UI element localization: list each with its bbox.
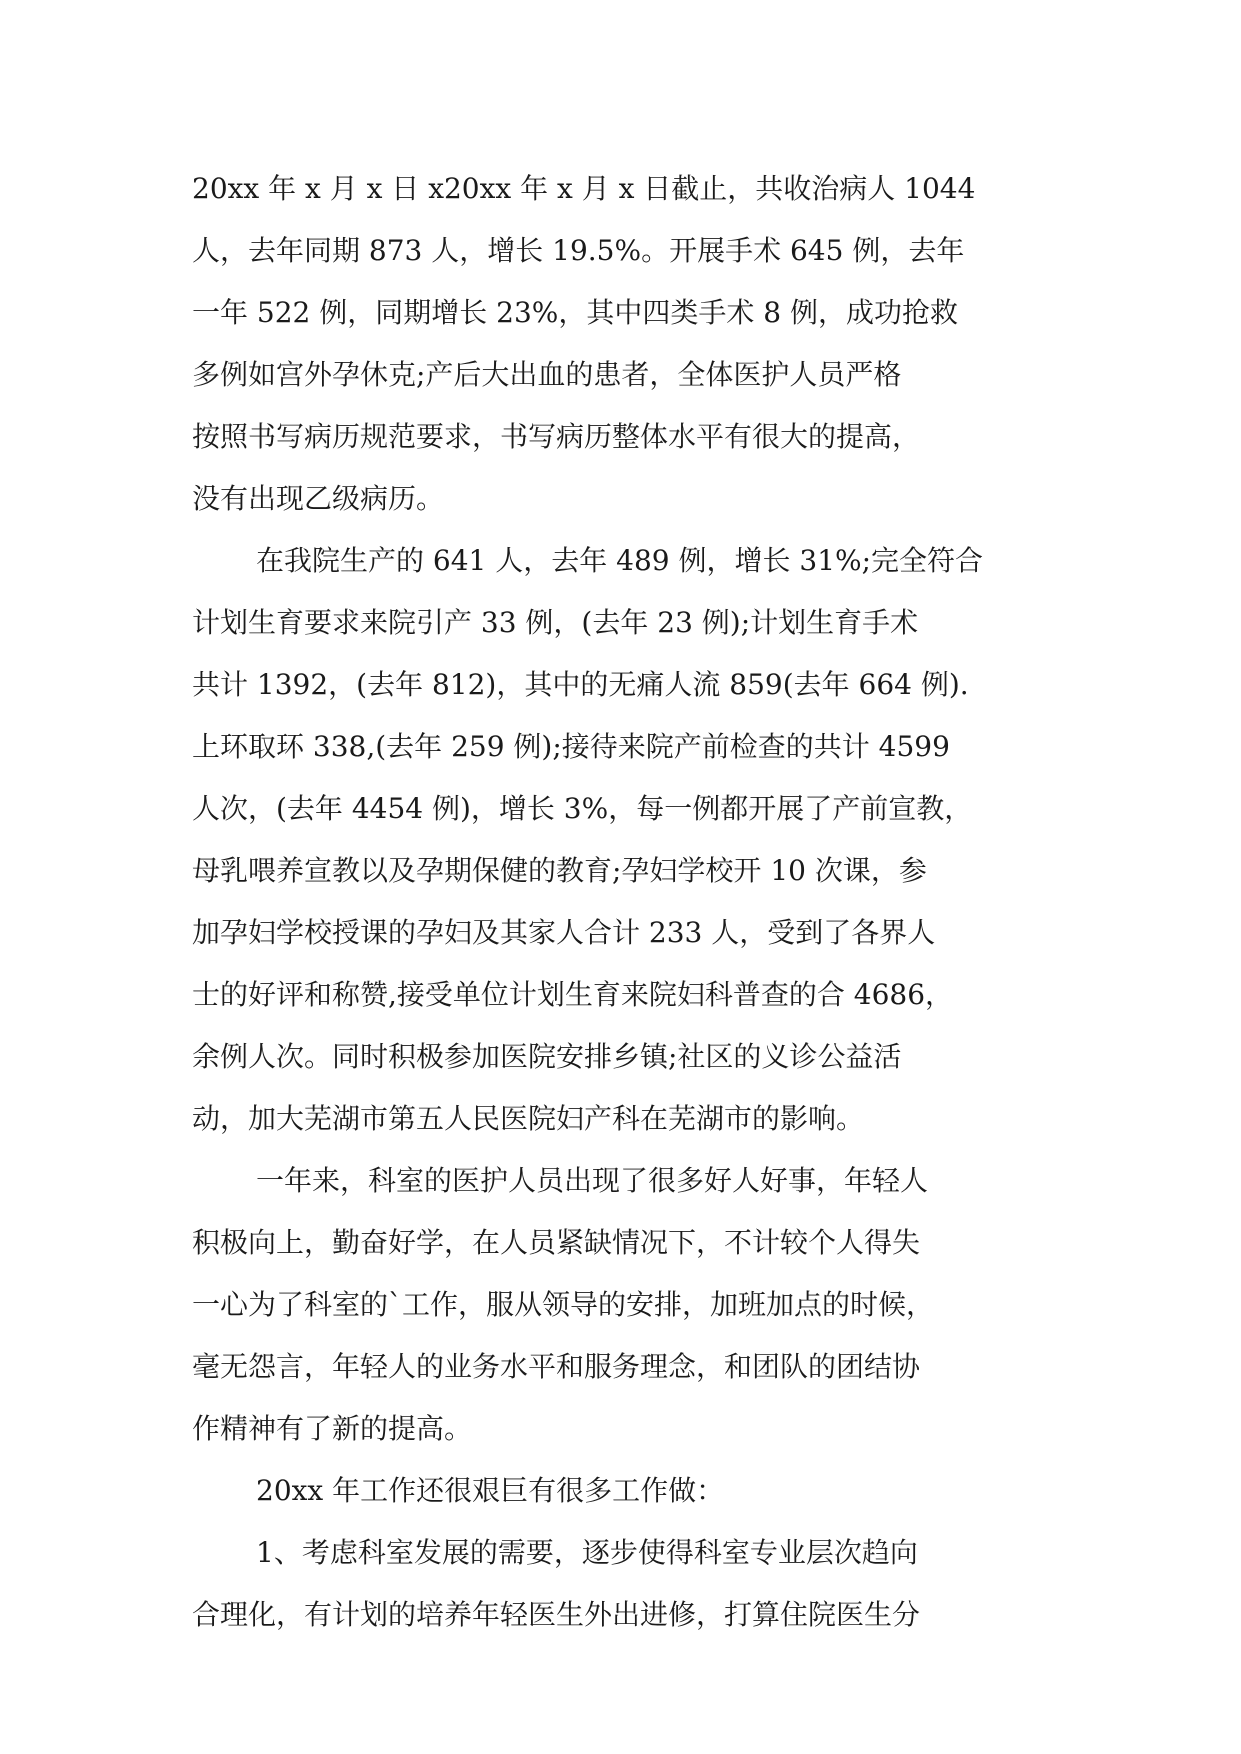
text-line: 20xx 年 x 月 x 日 x20xx 年 x 月 x 日截止，共收治病人 1044	[192, 172, 976, 205]
paragraph-start-line: 在我院生产的 641 人，去年 489 例，增长 31%;完全符合	[256, 544, 984, 577]
paragraph-start-line: 20xx 年工作还很艰巨有很多工作做：	[256, 1474, 725, 1507]
text-line: 一心为了科室的`工作，服从领导的安排，加班加点的时候，	[192, 1288, 935, 1321]
text-line: 上环取环 338,(去年 259 例);接待来院产前检查的共计 4599	[192, 730, 950, 763]
text-line: 多例如宫外孕休克;产后大出血的患者，全体医护人员严格	[192, 358, 902, 391]
paragraph-start-line: 一年来，科室的医护人员出现了很多好人好事，年轻人	[256, 1164, 929, 1197]
text-line: 计划生育要求来院引产 33 例，(去年 23 例);计划生育手术	[192, 606, 919, 639]
text-line: 动，加大芜湖市第五人民医院妇产科在芜湖市的影响。	[192, 1102, 865, 1135]
text-line: 作精神有了新的提高。	[192, 1412, 473, 1445]
text-line: 一年 522 例，同期增长 23%，其中四类手术 8 例，成功抢救	[192, 296, 958, 329]
text-line: 加孕妇学校授课的孕妇及其家人合计 233 人，受到了各界人	[192, 916, 936, 949]
document-body	[192, 158, 1052, 1646]
text-line: 毫无怨言，年轻人的业务水平和服务理念，和团队的团结协	[192, 1350, 921, 1383]
text-line: 人次，(去年 4454 例)，增长 3%，每一例都开展了产前宣教，	[192, 792, 973, 825]
text-line: 积极向上，勤奋好学，在人员紧缺情况下，不计较个人得失	[192, 1226, 921, 1259]
text-line: 人，去年同期 873 人，增长 19.5%。开展手术 645 例，去年	[192, 234, 965, 267]
text-line: 母乳喂养宣教以及孕期保健的教育;孕妇学校开 10 次课，参	[192, 854, 927, 887]
text-line: 按照书写病历规范要求，书写病历整体水平有很大的提高，	[192, 420, 921, 453]
text-line: 士的好评和称赞,接受单位计划生育来院妇科普查的合 4686，	[192, 978, 954, 1011]
text-line: 余例人次。同时积极参加医院安排乡镇;社区的义诊公益活	[192, 1040, 902, 1073]
paragraph-start-line: 1、考虑科室发展的需要，逐步使得科室专业层次趋向	[256, 1536, 918, 1569]
text-line: 合理化，有计划的培养年轻医生外出进修，打算住院医生分	[192, 1598, 921, 1631]
text-line: 共计 1392，(去年 812)，其中的无痛人流 859(去年 664 例).	[192, 668, 969, 701]
text-line: 没有出现乙级病历。	[192, 482, 445, 515]
